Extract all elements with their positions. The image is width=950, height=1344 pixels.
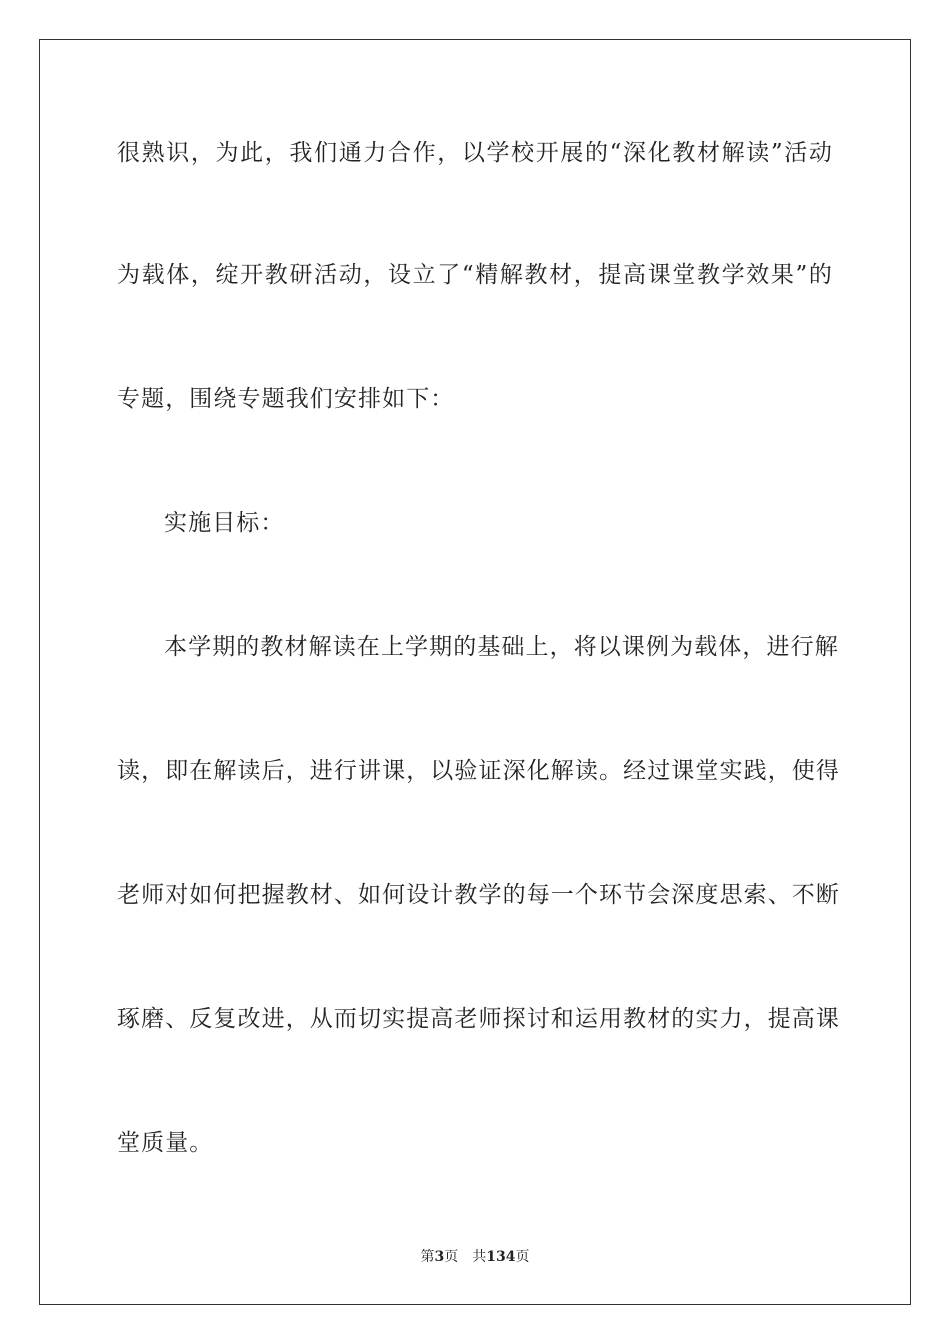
footer-page-number: 3 (434, 1249, 445, 1265)
body-line: 专题，围绕专题我们安排如下： (117, 386, 455, 412)
footer-page-prefix: 第 (420, 1249, 435, 1265)
page-footer (0, 1248, 950, 1266)
footer-total-prefix: 共 (472, 1249, 487, 1265)
footer-total-pages: 134 (486, 1249, 516, 1265)
body-line: 老师对如何把握教材、如何设计教学的每一个环节会深度思索、不断 (117, 882, 840, 908)
page-border (39, 39, 911, 1305)
body-line: 堂质量。 (117, 1130, 214, 1156)
footer-total-suffix: 页 (515, 1249, 530, 1265)
body-line: 读，即在解读后，进行讲课，以验证深化解读。经过课堂实践，使得 (117, 758, 840, 784)
body-line: 为载体，绽开教研活动，设立了“精解教材，提高课堂教学效果”的 (117, 262, 833, 288)
body-line: 本学期的教材解读在上学期的基础上，将以课例为载体，进行解 (164, 634, 839, 660)
footer-page-suffix: 页 (444, 1249, 459, 1265)
body-line: 琢磨、反复改进，从而切实提高老师探讨和运用教材的实力，提高课 (117, 1006, 840, 1032)
section-heading: 实施目标： (164, 510, 285, 536)
body-line: 很熟识，为此，我们通力合作，以学校开展的“深化教材解读”活动 (117, 140, 833, 166)
